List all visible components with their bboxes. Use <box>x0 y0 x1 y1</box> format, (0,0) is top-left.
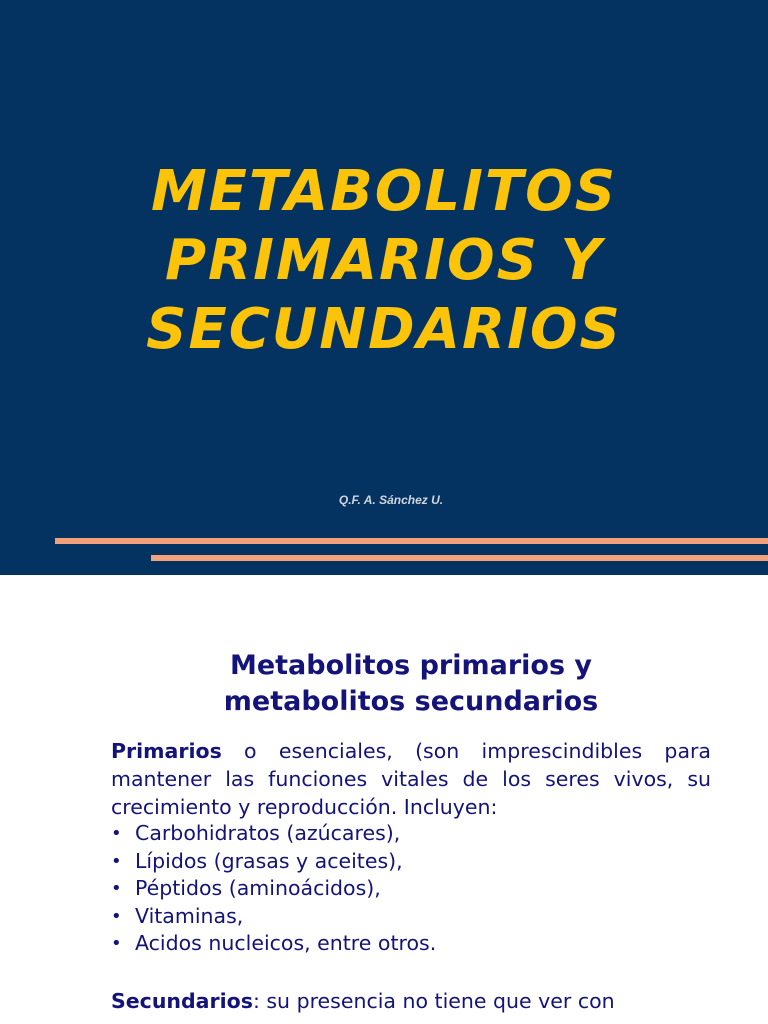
title-line-1: METABOLITOS <box>150 159 618 224</box>
bullet-icon: • <box>111 933 122 955</box>
author-name: Q.F. A. Sánchez U. <box>338 493 444 507</box>
list-item-text: Lípidos (grasas y aceites), <box>135 848 403 873</box>
title-line-2: PRIMARIOS Y <box>164 228 603 293</box>
bullet-icon: • <box>111 905 122 927</box>
bullet-icon: • <box>111 850 122 872</box>
decorative-stripe-top <box>55 538 768 544</box>
primarios-term: Primarios <box>111 739 222 763</box>
heading-line-2: metabolitos secundarios <box>223 686 599 717</box>
title-slide-heading <box>0 157 768 364</box>
list-item <box>111 875 436 903</box>
decorative-stripe-bottom <box>151 555 768 561</box>
list-item <box>111 930 436 958</box>
bullet-icon: • <box>111 823 122 844</box>
list-item <box>111 820 436 848</box>
secundarios-description: : su presencia no tiene que ver con <box>252 989 615 1013</box>
primarios-list <box>111 820 436 958</box>
list-item-text: Vitaminas, <box>135 903 244 928</box>
content-slide-heading <box>0 648 768 720</box>
heading-line-1: Metabolitos primarios y <box>229 650 593 681</box>
bullet-icon: • <box>111 878 122 900</box>
secundarios-term: Secundarios <box>111 989 253 1013</box>
secundarios-paragraph <box>111 987 711 1015</box>
primarios-description: o esenciales, (son imprescindibles para mantener las funciones vitales de los seres vivos, su crecimiento y reproducción. Incluyen: <box>111 739 711 819</box>
list-item-text: Acidos nucleicos, entre otros. <box>135 931 437 956</box>
title-line-3: SECUNDARIOS <box>146 297 622 362</box>
primarios-paragraph <box>111 737 711 821</box>
content-slide <box>0 575 768 1024</box>
list-item <box>111 848 436 876</box>
list-item <box>111 903 436 931</box>
list-item-text: Carbohidratos (azúcares), <box>135 821 401 845</box>
list-item-text: Péptidos (aminoácidos), <box>135 876 381 901</box>
